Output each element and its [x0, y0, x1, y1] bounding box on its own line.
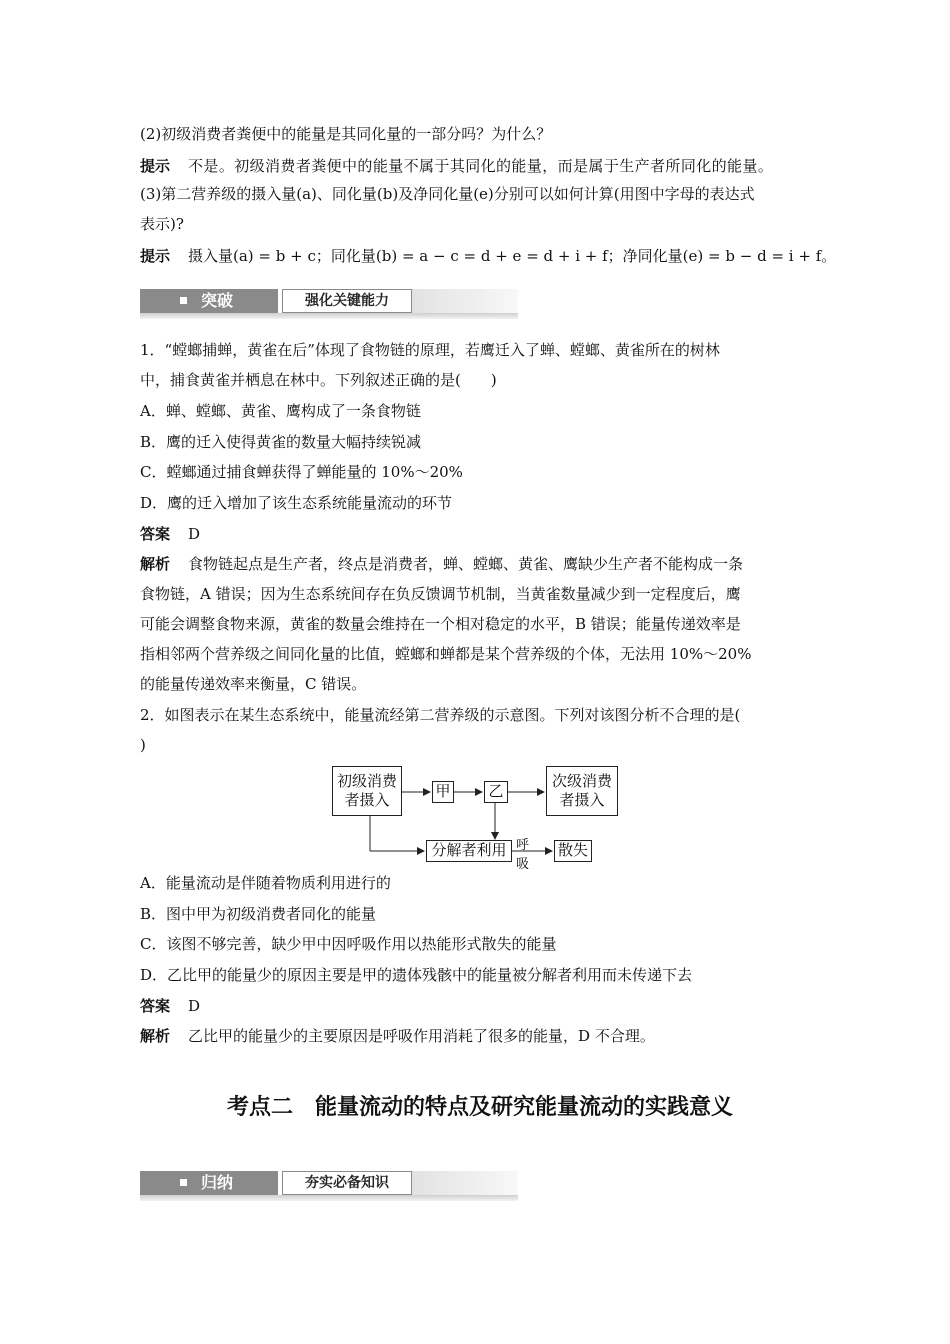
option-d: D．乙比甲的能量少的原因主要是甲的遗体残骸中的能量被分解者利用而未传递下去: [140, 966, 693, 984]
problem-2-line1: 2．如图表示在某生态系统中，能量流经第二营养级的示意图。下列对该图分析不合理的是(: [140, 706, 741, 724]
hint-label: 提示: [140, 247, 171, 265]
banner-right-label: 强化关键能力: [282, 289, 412, 313]
primary-consumer-intake-box: 初级消费 者摄入: [332, 766, 402, 816]
explanation-label: 解析: [140, 555, 171, 573]
hint-label: 提示: [140, 157, 171, 175]
explanation-1-line3: 可能会调整食物来源，黄雀的数量会维持在一个相对稳定的水平，B 错误；能量传递效率是: [140, 615, 741, 633]
option-a: A．蝉、螳螂、黄雀、鹰构成了一条食物链: [140, 402, 421, 420]
explanation-label: 解析: [140, 1027, 171, 1045]
option-d: D．鹰的迁入增加了该生态系统能量流动的环节: [140, 494, 453, 512]
option-b: B．图中甲为初级消费者同化的能量: [140, 905, 377, 923]
problem-2-line2: ): [140, 736, 146, 754]
square-bullet-icon: [180, 297, 187, 304]
option-c: C．螳螂通过捕食蝉获得了蝉能量的 10%～20%: [140, 463, 463, 481]
explanation-1-line5: 的能量传递效率来衡量，C 错误。: [140, 675, 367, 693]
respiration-label: 呼吸: [516, 838, 530, 872]
explanation-1-line1: 解析 食物链起点是生产者，终点是消费者，蝉、螳螂、黄雀、鹰缺少生产者不能构成一条: [140, 555, 744, 573]
problem-1-line2: 中，捕食黄雀并栖息在林中。下列叙述正确的是( ): [140, 371, 497, 389]
decomposer-use-box: 分解者利用: [426, 840, 512, 862]
answer-value: D: [188, 997, 201, 1015]
answer-1: [140, 524, 200, 544]
yi-box: 乙: [484, 781, 508, 803]
hint-3: [140, 246, 836, 266]
banner-right-label: 夯实必备知识: [282, 1171, 412, 1195]
explanation-1-line4: 指相邻两个营养级之间同化量的比值，螳螂和蝉都是某个营养级的个体，无法用 10%～20%: [140, 645, 752, 663]
jia-box: 甲: [432, 781, 454, 803]
option-b: B．鹰的迁入使得黄雀的数量大幅持续锐减: [140, 433, 422, 451]
square-bullet-icon: [180, 1179, 187, 1186]
banner-left-label: 归纳: [201, 1173, 234, 1192]
answer-value: D: [188, 525, 201, 543]
question-3-line2: 表示)?: [140, 215, 184, 233]
option-c: C．该图不够完善，缺少甲中因呼吸作用以热能形式散失的能量: [140, 935, 557, 953]
dissipation-box: 散失: [554, 840, 592, 862]
answer-label: 答案: [140, 997, 171, 1015]
option-a: A．能量流动是伴随着物质利用进行的: [140, 874, 391, 892]
hint-text: 摄入量(a) = b + c；同化量(b) = a − c = d + e = d + i + f；净同化量(e) = b − d = i + f。: [188, 247, 837, 265]
hint-2: [140, 156, 773, 176]
banner-left-label: 突破: [201, 291, 234, 310]
section-banner-breakthrough: [140, 287, 518, 317]
question-2: (2)初级消费者粪便中的能量是其同化量的一部分吗？为什么？: [140, 125, 552, 143]
explanation-2: 解析 乙比甲的能量少的主要原因是呼吸作用消耗了很多的能量，D 不合理。: [140, 1027, 655, 1045]
section-banner-summary: [140, 1169, 518, 1199]
hint-text: 不是。初级消费者粪便中的能量不属于其同化的能量，而是属于生产者所同化的能量。: [188, 157, 774, 175]
answer-label: 答案: [140, 525, 171, 543]
secondary-consumer-intake-box: 次级消费 者摄入: [546, 766, 618, 816]
answer-2: [140, 996, 200, 1016]
question-3-line1: (3)第二营养级的摄入量(a)、同化量(b)及净同化量(e)分别可以如何计算(用图中字母的表达式: [140, 185, 755, 203]
section-title: 考点二 能量流动的特点及研究能量流动的实践意义: [226, 1095, 733, 1120]
problem-1-line1: 1．“螳螂捕蝉，黄雀在后”体现了食物链的原理，若鹰迁入了蝉、螳螂、黄雀所在的树林: [140, 341, 720, 359]
explanation-1-line2: 食物链，A 错误；因为生态系统间存在负反馈调节机制，当黄雀数量减少到一定程度后，鹰: [140, 585, 741, 603]
